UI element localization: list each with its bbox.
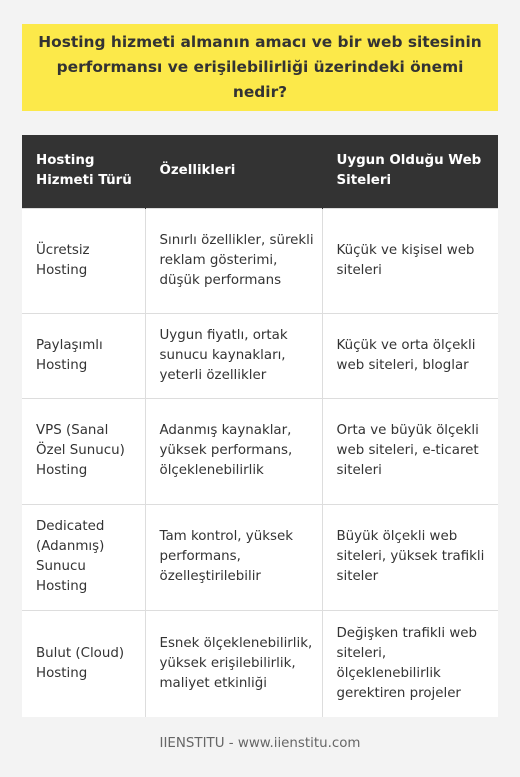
cell-hosting-type: Bulut (Cloud) Hosting xyxy=(22,610,145,717)
header-features: Özellikleri xyxy=(145,135,322,208)
table-row xyxy=(22,504,498,610)
cell-hosting-type: Ücretsiz Hosting xyxy=(22,208,145,313)
cell-suitable-sites: Orta ve büyük ölçekli web siteleri, e-ticaret siteleri xyxy=(322,398,498,504)
cell-features: Adanmış kaynaklar, yüksek performans, ölçeklenebilirlik xyxy=(145,398,322,504)
table-row xyxy=(22,610,498,717)
cell-features: Tam kontrol, yüksek performans, özelleştirilebilir xyxy=(145,504,322,610)
hosting-comparison-table xyxy=(22,135,498,717)
table-header-row xyxy=(22,135,498,208)
cell-suitable-sites: Büyük ölçekli web siteleri, yüksek trafikli siteler xyxy=(322,504,498,610)
header-hosting-type: Hosting Hizmeti Türü xyxy=(22,135,145,208)
cell-features: Sınırlı özellikler, sürekli reklam gösterimi, düşük performans xyxy=(145,208,322,313)
cell-hosting-type: VPS (Sanal Özel Sunucu) Hosting xyxy=(22,398,145,504)
footer-credit: IIENSTITU - www.iienstitu.com xyxy=(159,736,361,751)
table-row xyxy=(22,313,498,398)
page-title: Hosting hizmeti almanın amacı ve bir web sitesinin performansı ve erişilebilirliği üzerindeki önemi nedir? xyxy=(38,33,482,101)
cell-features: Uygun fiyatlı, ortak sunucu kaynakları, yeterli özellikler xyxy=(145,313,322,398)
cell-hosting-type: Paylaşımlı Hosting xyxy=(22,313,145,398)
title-banner xyxy=(22,24,498,111)
cell-suitable-sites: Küçük ve kişisel web siteleri xyxy=(322,208,498,313)
cell-hosting-type: Dedicated (Adanmış) Sunucu Hosting xyxy=(22,504,145,610)
table-row xyxy=(22,208,498,313)
cell-suitable-sites: Değişken trafikli web siteleri, ölçeklenebilirlik gerektiren projeler xyxy=(322,610,498,717)
header-suitable-sites: Uygun Olduğu Web Siteleri xyxy=(322,135,498,208)
table-row xyxy=(22,398,498,504)
cell-features: Esnek ölçeklenebilirlik, yüksek erişilebilirlik, maliyet etkinliği xyxy=(145,610,322,717)
cell-suitable-sites: Küçük ve orta ölçekli web siteleri, bloglar xyxy=(322,313,498,398)
